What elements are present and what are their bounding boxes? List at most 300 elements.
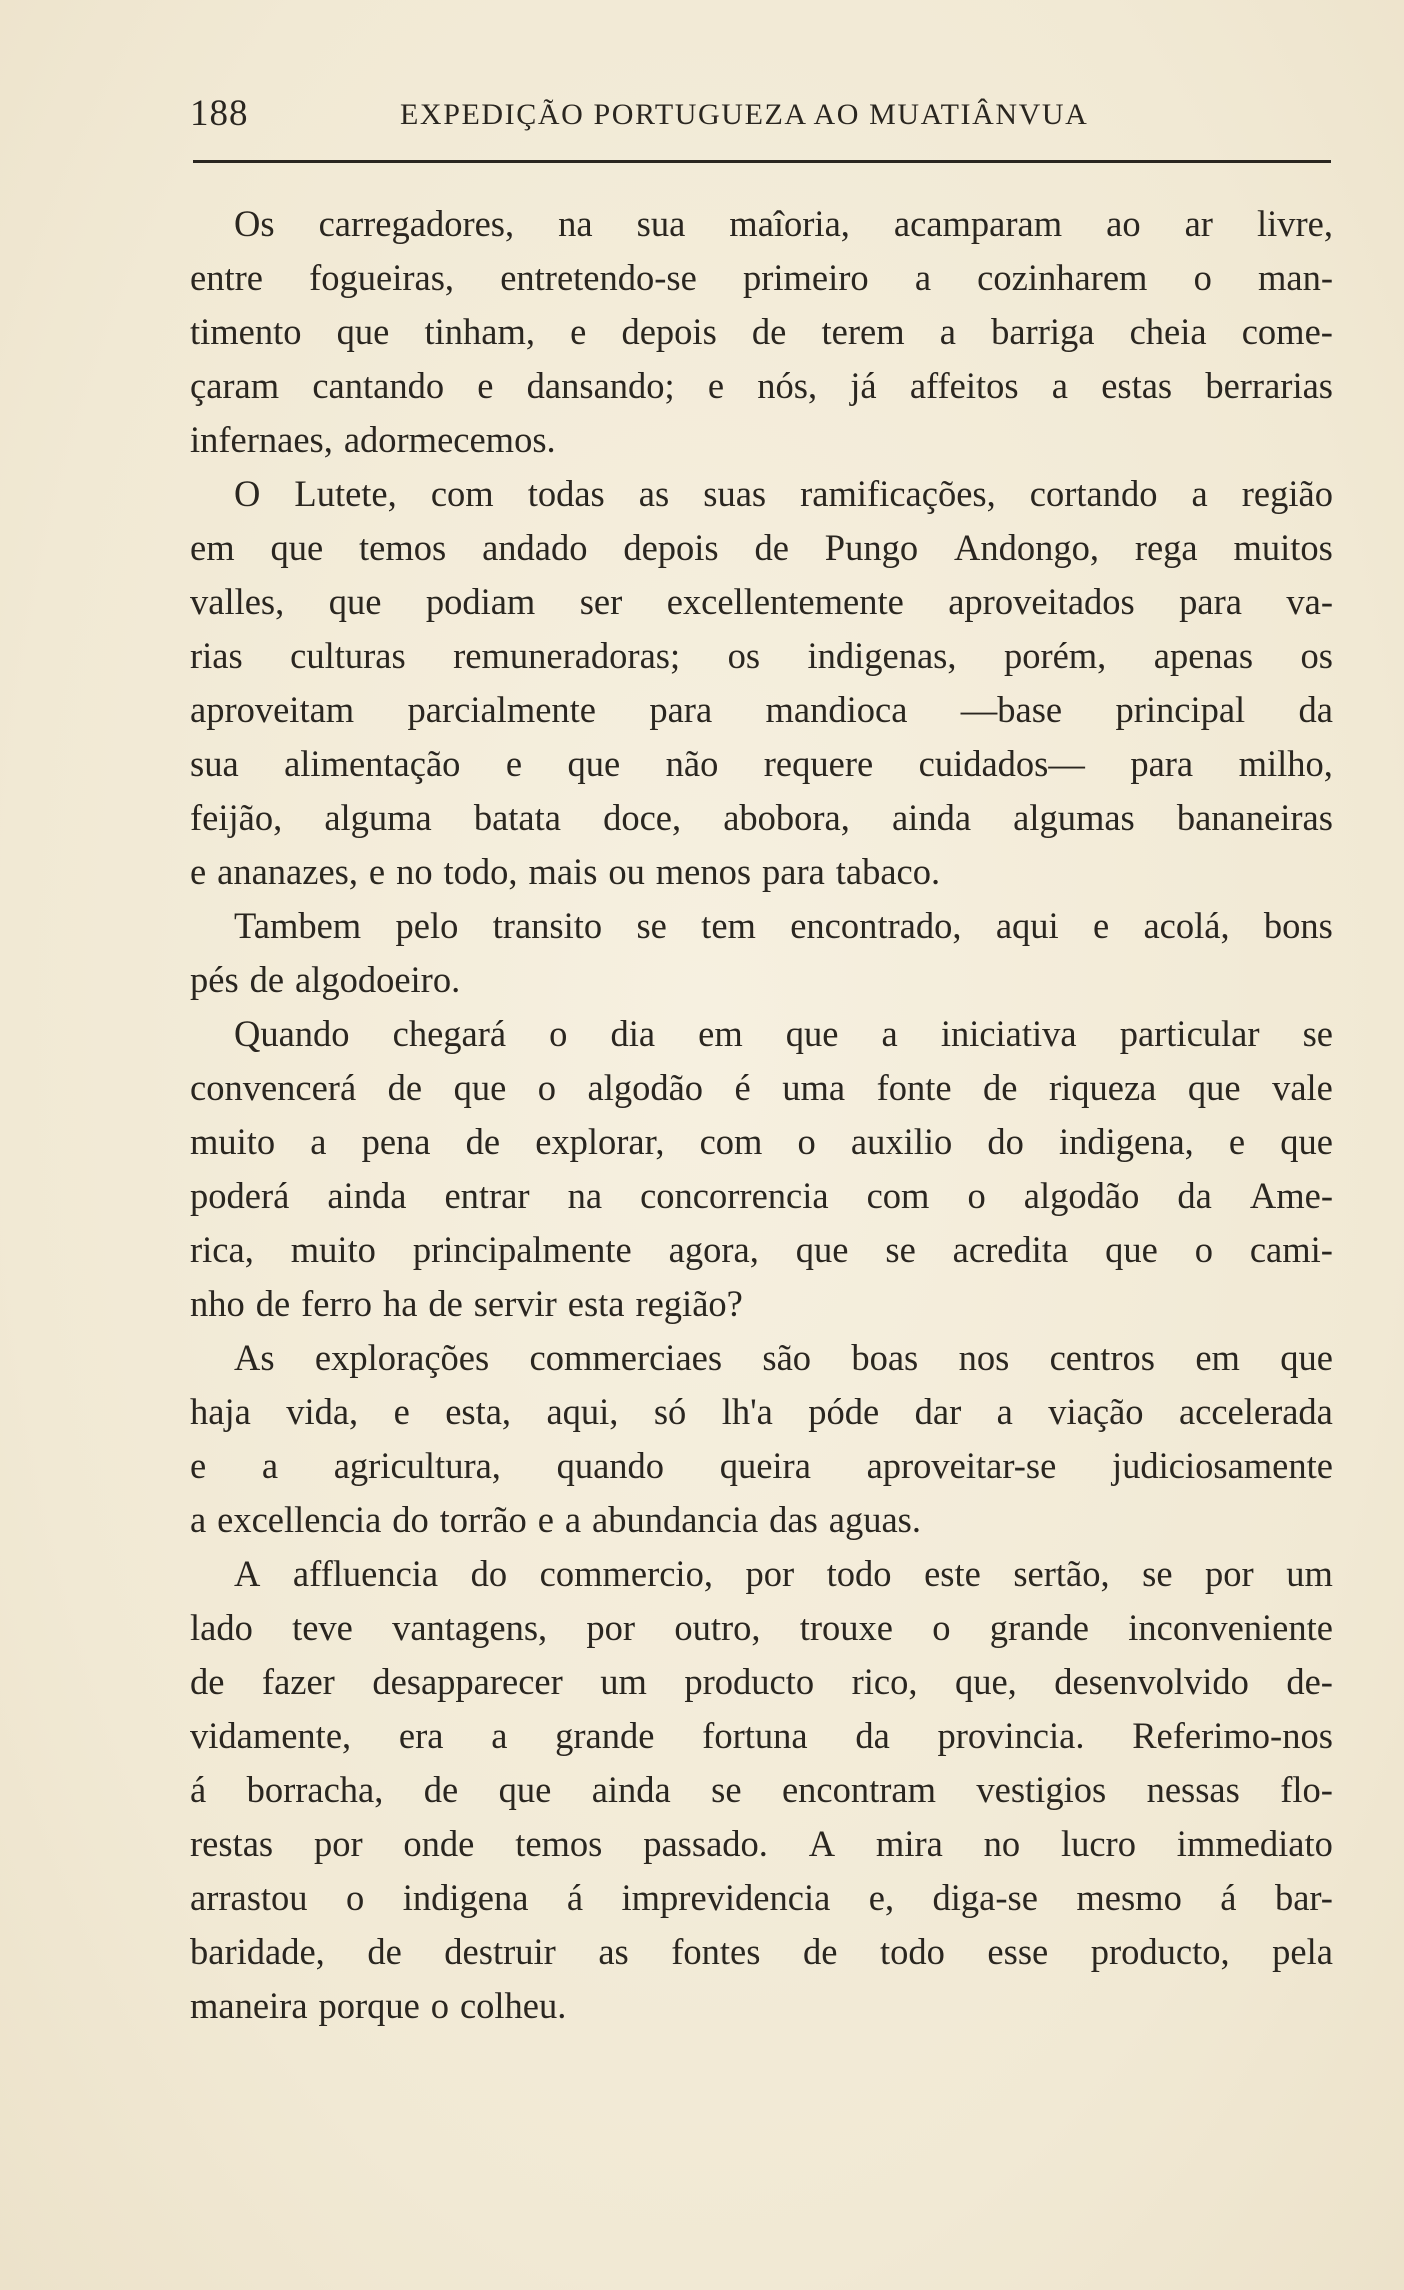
- text-line: [190, 899, 1333, 953]
- page-number: 188: [190, 93, 249, 134]
- word: para: [649, 689, 713, 730]
- word: andado: [482, 527, 588, 568]
- word: de: [428, 1283, 463, 1324]
- word: porque: [318, 1985, 420, 2026]
- word: são: [762, 1337, 812, 1378]
- word: de: [423, 1769, 459, 1810]
- word: o: [967, 1175, 986, 1216]
- word: berrarias: [1205, 365, 1333, 406]
- word: que: [498, 1769, 552, 1810]
- word: accelerada: [1178, 1391, 1333, 1432]
- word: vida,: [286, 1391, 359, 1432]
- word: encontrado,: [790, 905, 962, 946]
- word: esta: [567, 1283, 625, 1324]
- word: cuidados—: [918, 743, 1085, 784]
- word: e: [570, 311, 587, 352]
- word: se: [636, 905, 667, 946]
- word: doce,: [603, 797, 682, 838]
- text-line: [190, 1277, 1333, 1331]
- text-line: [190, 1817, 1333, 1871]
- word: affluencia: [292, 1553, 439, 1594]
- word: com: [866, 1175, 930, 1216]
- word: á: [1220, 1877, 1237, 1918]
- word: commercio,: [539, 1553, 713, 1594]
- text-line: [190, 1385, 1333, 1439]
- word: por: [313, 1823, 363, 1864]
- text-line: [190, 1601, 1333, 1655]
- word: boas: [851, 1337, 919, 1378]
- word: e: [190, 851, 207, 892]
- word: particular: [1119, 1013, 1260, 1054]
- word: desapparecer: [372, 1661, 563, 1702]
- word: feijão,: [190, 797, 283, 838]
- word: este: [924, 1553, 981, 1594]
- word: bar-: [1274, 1877, 1333, 1918]
- word: trouxe: [799, 1607, 893, 1648]
- word: tem: [701, 905, 756, 946]
- word: esta,: [445, 1391, 512, 1432]
- word: e: [1092, 905, 1110, 946]
- word: de: [754, 527, 789, 568]
- word: culturas: [290, 635, 406, 676]
- word: maîoria,: [729, 203, 850, 244]
- word: concorrencia: [640, 1175, 829, 1216]
- word: Andongo,: [953, 527, 1099, 568]
- word: rica,: [190, 1229, 254, 1270]
- word: pés: [190, 959, 239, 1000]
- word: a: [1051, 365, 1068, 406]
- word: Referimo-nos: [1132, 1715, 1333, 1756]
- word: principalmente: [412, 1229, 632, 1270]
- word: vantagens,: [392, 1607, 548, 1648]
- word: Lutete,: [294, 473, 397, 514]
- word: que: [567, 743, 621, 784]
- word: outro,: [674, 1607, 761, 1648]
- word: entrar: [444, 1175, 530, 1216]
- word: rias: [190, 635, 243, 676]
- word: cami-: [1249, 1229, 1333, 1270]
- word: convencerá: [190, 1067, 357, 1108]
- word: e: [707, 365, 725, 406]
- word: o: [932, 1607, 951, 1648]
- word: lado: [190, 1607, 253, 1648]
- word: Os: [234, 203, 275, 244]
- word: temos: [359, 527, 447, 568]
- word: pela: [1272, 1931, 1333, 1972]
- word: milho,: [1238, 743, 1333, 784]
- text-line: [190, 1439, 1333, 1493]
- word: bons: [1263, 905, 1333, 946]
- word: ar: [1184, 203, 1213, 244]
- text-line: [190, 575, 1333, 629]
- text-line: [190, 197, 1333, 251]
- word: grande: [989, 1607, 1089, 1648]
- word: entre: [190, 257, 263, 298]
- word: aqui,: [546, 1391, 619, 1432]
- text-line: [190, 1493, 1333, 1547]
- word: a: [261, 1445, 279, 1486]
- word: Ame-: [1249, 1175, 1333, 1216]
- word: acamparam: [893, 203, 1063, 244]
- word: de: [255, 1283, 291, 1324]
- word: entretendo-se: [500, 257, 697, 298]
- word: passado.: [643, 1823, 768, 1864]
- word: valles,: [190, 581, 285, 622]
- word: o: [346, 1877, 365, 1918]
- word: acredita: [952, 1229, 1069, 1270]
- word: estas: [1101, 365, 1173, 406]
- word: ainda: [327, 1175, 407, 1216]
- word: nós,: [757, 365, 818, 406]
- word: muitos: [1233, 527, 1333, 568]
- word: a: [491, 1715, 508, 1756]
- word: e: [537, 1499, 554, 1540]
- word: apenas: [1153, 635, 1254, 676]
- word: algodão: [1023, 1175, 1140, 1216]
- word: com: [430, 473, 494, 514]
- word: indigenas,: [807, 635, 957, 676]
- word: cozinharem: [977, 257, 1148, 298]
- word: ser: [579, 581, 623, 622]
- word: barriga: [991, 311, 1095, 352]
- word: e: [477, 365, 494, 406]
- word: pelo: [395, 905, 459, 946]
- word: que: [453, 1067, 507, 1108]
- word: se: [885, 1229, 916, 1270]
- word: todo,: [443, 851, 518, 892]
- word: ainda: [591, 1769, 671, 1810]
- word: em: [1195, 1337, 1240, 1378]
- word: algumas: [1013, 797, 1135, 838]
- word: com: [699, 1121, 763, 1162]
- word: o: [1193, 257, 1212, 298]
- word: timento: [190, 311, 302, 352]
- word: região?: [635, 1283, 743, 1324]
- word: cantando: [312, 365, 445, 406]
- word: depois: [621, 311, 717, 352]
- word: explorar,: [535, 1121, 665, 1162]
- word: acolá,: [1143, 905, 1230, 946]
- word: muito: [290, 1229, 376, 1270]
- word: encontram: [781, 1769, 936, 1810]
- word: servir: [473, 1283, 557, 1324]
- text-line: [190, 1169, 1333, 1223]
- word: os: [1300, 635, 1333, 676]
- text-line: [190, 1115, 1333, 1169]
- word: fortuna: [702, 1715, 808, 1756]
- word: chegará: [392, 1013, 507, 1054]
- word: e: [190, 1445, 207, 1486]
- word: da: [855, 1715, 890, 1756]
- word: para: [1179, 581, 1242, 622]
- word: para: [1130, 743, 1194, 784]
- word: em: [698, 1013, 743, 1054]
- word: que: [1280, 1337, 1333, 1378]
- word: fontes: [671, 1931, 761, 1972]
- word: que: [1187, 1067, 1241, 1108]
- text-line: [190, 413, 1333, 467]
- word: a: [914, 257, 932, 298]
- word: que: [270, 527, 324, 568]
- word: aproveitados: [948, 581, 1135, 622]
- word: que: [785, 1013, 839, 1054]
- word: algodoeiro.: [294, 959, 461, 1000]
- word: tabaco.: [835, 851, 941, 892]
- word: auxilio: [850, 1121, 953, 1162]
- word: o: [537, 1067, 557, 1108]
- text-line: [190, 629, 1333, 683]
- word: transito: [492, 905, 603, 946]
- word: abobora,: [723, 797, 850, 838]
- word: da: [1177, 1175, 1212, 1216]
- word: esse: [987, 1931, 1049, 1972]
- word: producto: [684, 1661, 815, 1702]
- word: se: [1142, 1553, 1173, 1594]
- word: em: [190, 527, 235, 568]
- word: bananeiras: [1176, 797, 1333, 838]
- word: indigena,: [1058, 1121, 1194, 1162]
- word: judiciosamente: [1112, 1445, 1333, 1486]
- word: do: [470, 1553, 508, 1594]
- word: e: [393, 1391, 410, 1432]
- word: ananazes,: [217, 851, 358, 892]
- word: quando: [556, 1445, 665, 1486]
- word: lh'a: [721, 1391, 773, 1432]
- word: de: [465, 1121, 501, 1162]
- word: çaram: [190, 365, 280, 406]
- word: as: [638, 473, 670, 514]
- word: que: [1105, 1229, 1158, 1270]
- word: producto,: [1090, 1931, 1230, 1972]
- word: pena: [361, 1121, 431, 1162]
- word: infernaes,: [190, 419, 333, 460]
- word: poderá: [190, 1175, 290, 1216]
- text-line: [190, 251, 1333, 305]
- word: remuneradoras;: [453, 635, 681, 676]
- word: região: [1241, 473, 1333, 514]
- word: diga-se: [932, 1877, 1038, 1918]
- body-text: [190, 197, 1333, 2033]
- word: borracha,: [246, 1769, 384, 1810]
- word: riqueza: [1048, 1067, 1157, 1108]
- word: A: [808, 1823, 836, 1864]
- word: todo: [826, 1553, 892, 1594]
- word: dar: [914, 1391, 962, 1432]
- text-line: [190, 1655, 1333, 1709]
- word: temos: [515, 1823, 603, 1864]
- word: que: [336, 311, 390, 352]
- word: teve: [292, 1607, 353, 1648]
- word: vestigios: [976, 1769, 1107, 1810]
- word: que: [795, 1229, 849, 1270]
- text-line: [190, 1331, 1333, 1385]
- word: nho: [190, 1283, 245, 1324]
- text-line: [190, 521, 1333, 575]
- word: batata: [473, 797, 561, 838]
- word: imprevidencia: [621, 1877, 831, 1918]
- text-line: [190, 1007, 1333, 1061]
- word: maneira: [190, 1985, 308, 2026]
- word: viação: [1048, 1391, 1144, 1432]
- word: A: [234, 1553, 261, 1594]
- word: principal: [1115, 689, 1246, 730]
- word: e,: [868, 1877, 895, 1918]
- text-line: [190, 953, 1333, 1007]
- text-line: [190, 1871, 1333, 1925]
- word: inconveniente: [1128, 1607, 1333, 1648]
- text-line: [190, 1547, 1333, 1601]
- word: de: [367, 1931, 402, 1972]
- word: para: [762, 851, 825, 892]
- word: já: [850, 365, 877, 406]
- word: vale: [1272, 1067, 1333, 1108]
- word: fonte: [876, 1067, 952, 1108]
- text-line: [190, 791, 1333, 845]
- word: podiam: [425, 581, 536, 622]
- word: muito: [190, 1121, 276, 1162]
- word: era: [398, 1715, 444, 1756]
- word: que,: [954, 1661, 1017, 1702]
- word: e: [505, 743, 523, 784]
- word: no: [983, 1823, 1021, 1864]
- word: de: [387, 1067, 423, 1108]
- word: por: [1205, 1553, 1254, 1594]
- word: dansando;: [526, 365, 675, 406]
- text-line: [190, 1709, 1333, 1763]
- word: provincia.: [937, 1715, 1085, 1756]
- word: fogueiras,: [309, 257, 455, 298]
- word: fazer: [261, 1661, 335, 1702]
- word: rico,: [851, 1661, 918, 1702]
- word: do: [392, 1499, 429, 1540]
- word: primeiro: [742, 257, 869, 298]
- word: a: [996, 1391, 1013, 1432]
- word: aproveitar-se: [866, 1445, 1057, 1486]
- word: suas: [703, 473, 767, 514]
- word: affeitos: [909, 365, 1019, 406]
- word: de: [249, 959, 285, 1000]
- word: excellentemente: [666, 581, 904, 622]
- word: o: [1194, 1229, 1213, 1270]
- word: desenvolvido: [1054, 1661, 1249, 1702]
- word: onde: [403, 1823, 475, 1864]
- word: se: [711, 1769, 742, 1810]
- word: torrão: [439, 1499, 527, 1540]
- word: immediato: [1176, 1823, 1333, 1864]
- word: terem: [821, 311, 905, 352]
- word: alguma: [324, 797, 432, 838]
- word: uma: [782, 1067, 846, 1108]
- word: destruir: [444, 1931, 556, 1972]
- word: queira: [719, 1445, 811, 1486]
- word: do: [987, 1121, 1024, 1162]
- word: arrastou: [190, 1877, 308, 1918]
- word: das: [769, 1499, 818, 1540]
- word: um: [1286, 1553, 1333, 1594]
- word: dia: [610, 1013, 656, 1054]
- word: que: [328, 581, 382, 622]
- word: menos: [655, 851, 752, 892]
- word: livre,: [1256, 203, 1333, 244]
- word: todas: [527, 473, 605, 514]
- text-line: [190, 845, 1333, 899]
- word: a: [190, 1499, 207, 1540]
- word: come-: [1241, 311, 1333, 352]
- word: póde: [808, 1391, 880, 1432]
- word: de: [983, 1067, 1018, 1108]
- word: alimentação: [284, 743, 461, 784]
- word: agora,: [668, 1229, 759, 1270]
- word: sertão,: [1013, 1553, 1110, 1594]
- word: os: [727, 635, 761, 676]
- word: tinham,: [424, 311, 535, 352]
- word: por: [586, 1607, 636, 1648]
- word: va-: [1286, 581, 1333, 622]
- word: porém,: [1003, 635, 1107, 676]
- word: todo: [879, 1931, 945, 1972]
- word: aqui: [995, 905, 1059, 946]
- word: abundancia: [592, 1499, 759, 1540]
- word: lucro: [1060, 1823, 1136, 1864]
- word: cortando: [1029, 473, 1158, 514]
- word: man-: [1257, 257, 1333, 298]
- word: restas: [190, 1823, 274, 1864]
- word: não: [665, 743, 719, 784]
- word: nos: [958, 1337, 1010, 1378]
- word: explorações: [314, 1337, 490, 1378]
- word: o: [797, 1121, 816, 1162]
- text-line: [190, 1979, 1333, 2033]
- word: aproveitam: [190, 689, 355, 730]
- word: carregadores,: [318, 203, 515, 244]
- word: e: [368, 851, 386, 892]
- word: de: [751, 311, 787, 352]
- word: parcialmente: [407, 689, 597, 730]
- word: as: [598, 1931, 629, 1972]
- word: só: [653, 1391, 687, 1432]
- word: sua: [636, 203, 686, 244]
- word: a: [564, 1499, 582, 1540]
- word: á: [566, 1877, 584, 1918]
- word: flo-: [1280, 1769, 1333, 1810]
- word: Tambem: [234, 905, 362, 946]
- text-line: [190, 737, 1333, 791]
- word: no: [396, 851, 433, 892]
- word: algodão: [587, 1067, 704, 1108]
- word: baridade,: [190, 1931, 325, 1972]
- word: na: [558, 203, 593, 244]
- word: mesmo: [1076, 1877, 1182, 1918]
- word: O: [234, 473, 261, 514]
- word: As: [234, 1337, 275, 1378]
- word: indigena: [402, 1877, 529, 1918]
- word: depois: [623, 527, 719, 568]
- word: á: [190, 1769, 207, 1810]
- word: a: [310, 1121, 327, 1162]
- word: adormecemos.: [343, 419, 556, 460]
- word: Pungo: [824, 527, 919, 568]
- word: nessas: [1146, 1769, 1240, 1810]
- word: grande: [555, 1715, 655, 1756]
- word: o: [430, 1985, 450, 2026]
- word: da: [1298, 689, 1333, 730]
- word: requere: [763, 743, 874, 784]
- word: a: [881, 1013, 898, 1054]
- word: rega: [1134, 527, 1198, 568]
- word: de: [803, 1931, 838, 1972]
- word: na: [567, 1175, 603, 1216]
- word: é: [734, 1067, 751, 1108]
